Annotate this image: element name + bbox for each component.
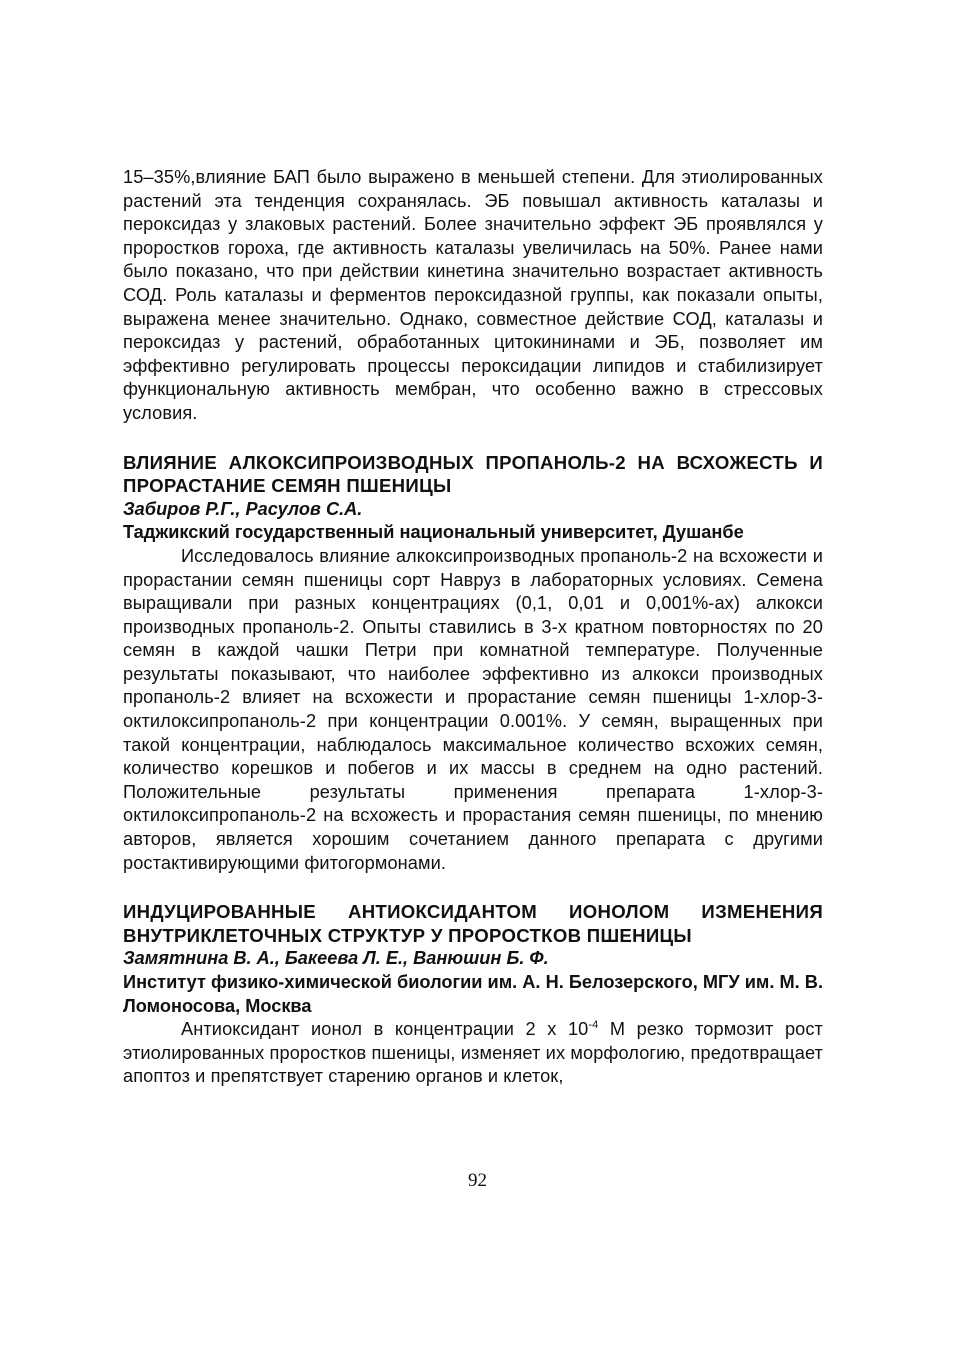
exponent: -4 <box>588 1019 599 1032</box>
article-affiliation: Институт физико-химической биологии им. А. Н. Белозерского, МГУ им. М. В. Ломоносова, Москва <box>123 972 823 1016</box>
document-page <box>123 166 823 1089</box>
article-section-2 <box>123 900 823 1089</box>
article-body <box>123 1018 823 1089</box>
page-number: 92 <box>468 1170 487 1191</box>
article-title: ВЛИЯНИЕ АЛКОКСИПРОИЗВОДНЫХ ПРОПАНОЛЬ-2 НА ВСХОЖЕСТЬ И ПРОРАСТАНИЕ СЕМЯН ПШЕНИЦЫ <box>123 451 823 497</box>
article-title: ИНДУЦИРОВАННЫЕ АНТИОКСИДАНТОМ ИОНОЛОМ ИЗМЕНЕНИЯ ВНУТРИКЛЕТОЧНЫХ СТРУКТУР У ПРОРОСТКОВ ПШЕНИЦЫ <box>123 901 823 946</box>
article-body: Исследовалось влияние алкоксипроизводных пропаноль-2 на всхожести и прорастании семян пшеницы сорт Навруз в лабораторных условиях. Семена выращивали при разных концентрациях (0,1, 0,01 и 0,001%-ах) алкокси производных пропаноль-2. Опыты ставились в 3-х кратном повторностях по 20 семян в каждой чашки Петри при комнатной температуре. Полученные результаты показывают, что наиболее эффективно из алкокси производных пропаноль-2 влияет на всхожести и прорастание семян пшеницы 1-хлор-3-октилоксипропаноль-2 при концентрации 0.001%. У семян, выращенных при такой концентрации, наблюдалось максимальное количество всхожих семян, количество корешков и побегов и их массы в среднем на одно растений. Положительные результаты применения препарата 1-хлор-3- октилоксипропаноль-2 на всхожесть и прорастания семян пшеницы, по мнению авторов, является хорошим сочетанием данного препарата с другими ростактивирующими фитогормонами. <box>123 545 823 873</box>
article-section-1 <box>123 451 823 876</box>
intro-paragraph: 15–35%,влияние БАП было выражено в меньшей степени. Для этиолированных растений эта тенденция сохранялась. ЭБ повышал активность каталазы и пероксидаз у злаковых растений. Более значительно эффект ЭБ проявлялся у проростков гороха, где активность каталазы увеличилась на 50%. Ранее нами было показано, что при действии кинетина значительно возрастает активность СОД. Роль каталазы и ферментов пероксидазной группы, как показали опыты, выражена менее значительно. Однако, совместное действие СОД, каталазы и пероксидаз у растений, обработанных цитокининами и ЭБ, позволяет им эффективно регулировать процессы пероксидации липидов и стабилизирует функциональную активность мембран, что особенно важно в стрессовых условия. <box>123 167 823 423</box>
article-authors: Замятнина В. А., Бакеева Л. Е., Ванюшин Б. Ф. <box>123 948 549 969</box>
article-affiliation: Таджикский государственный национальный университет, Душанбе <box>123 522 744 543</box>
body-text-end: М резко тормозит рост этиолированных проростков пшеницы, изменяет их морфологию, предотвращает апоптоз и препятствует старению органов и клеток, <box>123 1019 823 1087</box>
body-text-start: Антиоксидант ионол в концентрации 2 х 10 <box>181 1019 589 1040</box>
article-authors: Забиров Р.Г., Расулов С.А. <box>123 498 363 519</box>
